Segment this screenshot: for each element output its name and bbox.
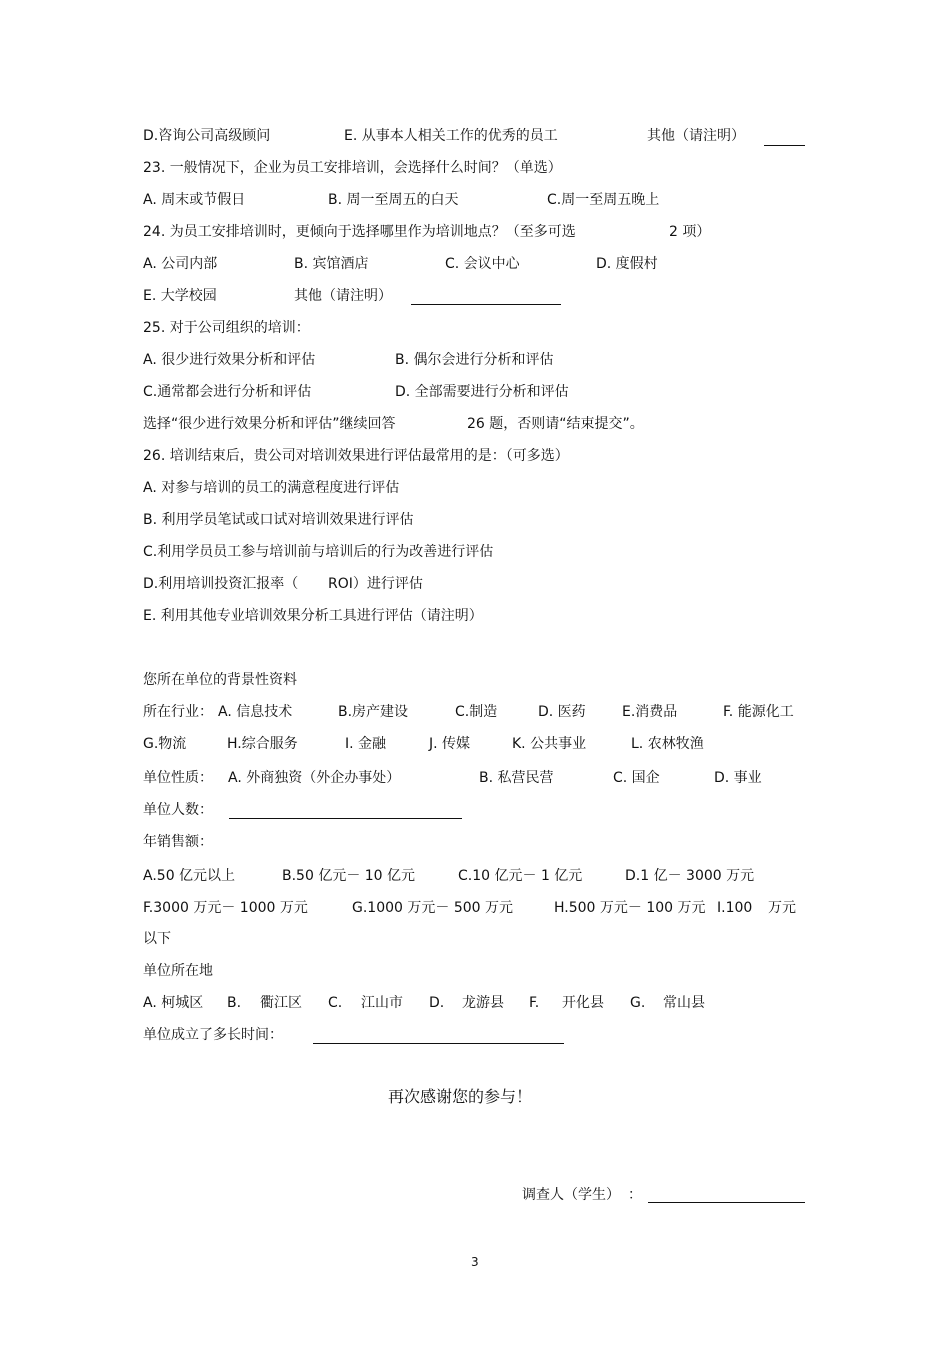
industry-option[interactable]: E.消费品 [622,704,678,720]
q25-note: 选择“很少进行效果分析和评估”继续回答 [143,416,396,432]
background-heading: 您所在单位的背景性资料 [143,672,297,688]
industry-option[interactable]: D. 医药 [538,704,586,720]
nature-option[interactable]: A. 外商独资（外企办事处） [228,770,401,786]
industry-option[interactable]: L. 农林牧渔 [631,736,704,752]
q23-option-c[interactable]: C.周一至周五晚上 [547,192,660,208]
location-option[interactable]: 常山县 [663,995,705,1011]
industry-option[interactable]: A. 信息技术 [218,704,293,720]
nature-option[interactable]: D. 事业 [714,770,762,786]
q26-question: 26. 培训结束后，贵公司对培训效果进行评估最常用的是：（可多选） [143,448,569,464]
sales-option[interactable]: D.1 亿－ 3000 万元 [625,868,755,884]
location-letter: G. [630,995,646,1011]
location-letter: B. [227,995,242,1011]
q26-option-b[interactable]: B. 利用学员笔试或口试对培训效果进行评估 [143,512,414,528]
q26-option-c[interactable]: C.利用学员员工参与培训前与培训后的行为改善进行评估 [143,544,494,560]
sales-option[interactable]: B.50 亿元－ 10 亿元 [282,868,416,884]
sales-option[interactable]: F.3000 万元－ 1000 万元 [143,900,308,916]
q24-option-e[interactable]: E. 大学校园 [143,288,217,304]
location-letter: F. [529,995,540,1011]
surveyor-blank[interactable] [648,1202,805,1203]
industry-option[interactable]: F. 能源化工 [723,704,794,720]
q25-note-tail: 26 题，否则请“结束提交”。 [467,416,644,432]
founded-blank[interactable] [313,1043,564,1044]
sales-label: 年销售额： [143,834,213,850]
sales-option[interactable]: A.50 亿元以上 [143,868,236,884]
q24-option-c[interactable]: C. 会议中心 [445,256,520,272]
nature-label: 单位性质： [143,770,213,786]
industry-option[interactable]: J. 传媒 [429,736,471,752]
location-letter: C. [328,995,343,1011]
q24-question-tail: 2 项） [669,224,711,240]
sales-option-tail: 以下 [143,931,171,947]
q22-option-d: D.咨询公司高级顾问 [143,128,271,144]
q25-option-d[interactable]: D. 全部需要进行分析和评估 [395,384,569,400]
staff-blank[interactable] [229,818,462,819]
q24-other-blank[interactable] [411,304,561,305]
staff-label: 单位人数： [143,802,213,818]
sales-option[interactable]: C.10 亿元－ 1 亿元 [458,868,583,884]
q26-option-d[interactable]: D.利用培训投资汇报率（ [143,576,299,592]
location-label: 单位所在地 [143,963,213,979]
industry-option[interactable]: K. 公共事业 [512,736,587,752]
thanks-text: 再次感谢您的参与！ [388,1087,533,1106]
q26-option-a[interactable]: A. 对参与培训的员工的满意程度进行评估 [143,480,400,496]
q24-option-b[interactable]: B. 宾馆酒店 [294,256,369,272]
industry-option[interactable]: G.物流 [143,736,187,752]
q24-question: 24. 为员工安排培训时，更倾向于选择哪里作为培训地点？（至多可选 [143,224,576,240]
q22-option-other: 其他（请注明） [647,128,745,144]
q22-other-blank[interactable] [764,145,805,146]
location-option[interactable]: 衢江区 [260,995,302,1011]
location-option[interactable]: 龙游县 [462,995,504,1011]
surveyor-colon: ： [628,1187,642,1203]
industry-option[interactable]: H.综合服务 [227,736,298,752]
industry-option[interactable]: I. 金融 [345,736,387,752]
page-number: 3 [471,1255,479,1269]
q24-option-d[interactable]: D. 度假村 [596,256,658,272]
nature-option[interactable]: C. 国企 [613,770,660,786]
location-letter: D. [429,995,445,1011]
location-option[interactable]: 开化县 [562,995,604,1011]
q26-option-d-tail: ROI）进行评估 [328,576,423,592]
founded-label: 单位成立了多长时间： [143,1027,283,1043]
industry-option[interactable]: B.房产建设 [338,704,409,720]
q25-question: 25. 对于公司组织的培训： [143,320,310,336]
location-option[interactable]: 江山市 [361,995,403,1011]
sales-option-unit: 万元 [768,900,796,916]
q22-option-e: E. 从事本人相关工作的优秀的员工 [344,128,558,144]
q25-option-a[interactable]: A. 很少进行效果分析和评估 [143,352,316,368]
surveyor-label: 调查人（学生） [522,1187,620,1203]
q26-option-e[interactable]: E. 利用其他专业培训效果分析工具进行评估（请注明） [143,608,483,624]
q23-option-a[interactable]: A. 周末或节假日 [143,192,246,208]
sales-option[interactable]: H.500 万元－ 100 万元 [554,900,706,916]
sales-option[interactable]: I.100 [717,900,753,916]
sales-option[interactable]: G.1000 万元－ 500 万元 [352,900,513,916]
q24-option-a[interactable]: A. 公司内部 [143,256,218,272]
q23-option-b[interactable]: B. 周一至周五的白天 [328,192,459,208]
location-option[interactable]: A. 柯城区 [143,995,204,1011]
q25-option-b[interactable]: B. 偶尔会进行分析和评估 [395,352,554,368]
q24-option-other: 其他（请注明） [294,288,392,304]
q25-option-c[interactable]: C.通常都会进行分析和评估 [143,384,312,400]
industry-option[interactable]: C.制造 [455,704,498,720]
nature-option[interactable]: B. 私营民营 [479,770,554,786]
industry-label: 所在行业： [143,704,213,720]
q23-question: 23. 一般情况下，企业为员工安排培训，会选择什么时间？（单选） [143,160,562,176]
